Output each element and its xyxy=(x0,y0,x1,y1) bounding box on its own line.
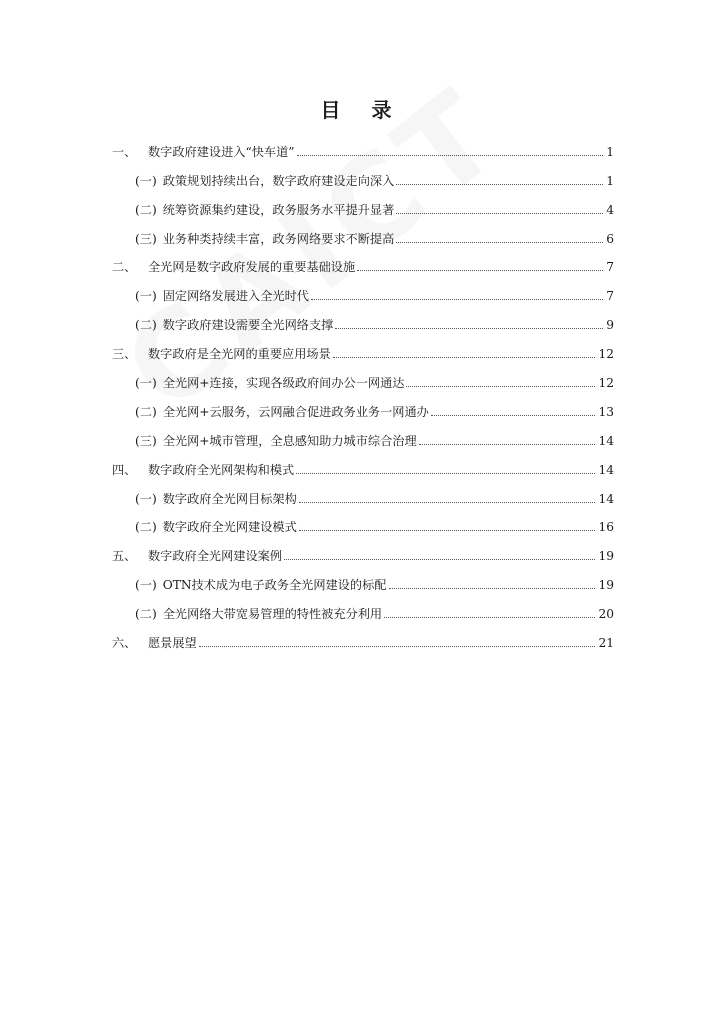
dot-leader xyxy=(396,242,603,243)
toc-section-entry[interactable] xyxy=(112,188,614,217)
toc-section-entry[interactable] xyxy=(112,159,614,188)
toc-page-number: 7 xyxy=(606,260,614,275)
dot-leader xyxy=(389,588,596,589)
dot-leader xyxy=(284,559,595,560)
toc-entry-number: 三、 xyxy=(112,347,137,362)
toc-section-entry[interactable] xyxy=(112,390,614,419)
toc-entry-title: 业务种类持续丰富，政务网络要求不断提高 xyxy=(162,231,395,246)
toc-chapter-entry[interactable] xyxy=(112,332,614,361)
toc-entry-title: 数字政府是全光网的重要应用场景 xyxy=(148,347,331,362)
toc-chapter-entry[interactable] xyxy=(112,534,614,563)
toc-entry-title: 政策规划持续出台，数字政府建设走向深入 xyxy=(162,173,395,188)
toc-section-entry[interactable] xyxy=(112,563,614,592)
toc-entry-number: (二) xyxy=(135,404,157,419)
toc-page-number: 14 xyxy=(598,462,614,477)
dot-leader xyxy=(299,530,596,531)
toc-entry-title: 全光网络大带宽易管理的特性被充分利用 xyxy=(162,607,383,622)
toc-section-entry[interactable] xyxy=(112,477,614,506)
toc-page-number: 12 xyxy=(598,376,614,391)
toc-entry-number: (一) xyxy=(135,491,157,506)
toc-chapter-entry[interactable] xyxy=(112,621,614,650)
toc-entry-title: 数字政府建设需要全光网络支撑 xyxy=(162,318,334,333)
dot-leader xyxy=(199,646,596,647)
toc-page-number: 21 xyxy=(598,636,614,651)
toc-entry-number: (二) xyxy=(135,607,157,622)
toc-entry-number: (二) xyxy=(135,520,157,535)
toc-entry-title: 数字政府全光网架构和模式 xyxy=(148,462,295,477)
toc-section-entry[interactable] xyxy=(112,419,614,448)
toc-entry-title: 固定网络发展进入全光时代 xyxy=(162,289,309,304)
toc-section-entry[interactable] xyxy=(112,592,614,621)
toc-section-entry[interactable] xyxy=(112,217,614,246)
dot-leader xyxy=(297,155,604,156)
toc-entry-number: (三) xyxy=(135,433,157,448)
toc-entry-title: 数字政府全光网建设模式 xyxy=(162,520,297,535)
dot-leader xyxy=(335,328,603,329)
dot-leader xyxy=(333,357,596,358)
toc-page-number: 13 xyxy=(598,404,614,419)
toc-entry-number: (一) xyxy=(135,289,157,304)
toc-entry-title: OTN技术成为电子政务全光网建设的标配 xyxy=(162,578,387,593)
toc-entry-number: (二) xyxy=(135,202,157,217)
toc-chapter-entry[interactable] xyxy=(112,448,614,477)
toc-entry-title: 全光网是数字政府发展的重要基础设施 xyxy=(148,260,356,275)
toc-page-number: 9 xyxy=(606,318,614,333)
toc-page-number: 6 xyxy=(606,231,614,246)
toc-entry-number: (一) xyxy=(135,578,157,593)
dot-leader xyxy=(384,617,595,618)
toc-page-number: 1 xyxy=(606,144,614,159)
toc-page-number: 1 xyxy=(606,173,614,188)
toc-entry-number: 二、 xyxy=(112,260,137,275)
toc-chapter-entry[interactable] xyxy=(112,246,614,275)
toc-entry-title: 数字政府建设进入“快车道” xyxy=(148,144,295,159)
toc-chapter-entry[interactable] xyxy=(112,130,614,159)
dot-leader xyxy=(431,415,596,416)
toc-entry-title: 统筹资源集约建设，政务服务水平提升显著 xyxy=(162,202,395,217)
toc-entry-number: (二) xyxy=(135,318,157,333)
toc-page-number: 7 xyxy=(606,289,614,304)
dot-leader xyxy=(406,386,595,387)
dot-leader xyxy=(396,184,603,185)
dot-leader xyxy=(296,473,595,474)
toc-entry-number: 六、 xyxy=(112,636,137,651)
table-of-contents xyxy=(112,130,614,650)
dot-leader xyxy=(396,213,603,214)
dot-leader xyxy=(357,270,603,271)
toc-entry-number: (一) xyxy=(135,173,157,188)
toc-page-number: 19 xyxy=(598,578,614,593)
toc-page-number: 16 xyxy=(598,520,614,535)
toc-entry-title: 全光网+云服务，云网融合促进政务业务一网通办 xyxy=(162,404,429,419)
toc-entry-number: 五、 xyxy=(112,549,137,564)
dot-leader xyxy=(419,444,596,445)
toc-entry-title: 全光网+连接，实现各级政府间办公一网通达 xyxy=(162,376,405,391)
toc-title: 目 录 xyxy=(320,98,404,122)
toc-entry-number: (三) xyxy=(135,231,157,246)
toc-page-number: 4 xyxy=(606,202,614,217)
toc-section-entry[interactable] xyxy=(112,361,614,390)
toc-section-entry[interactable] xyxy=(112,274,614,303)
toc-page-number: 14 xyxy=(598,433,614,448)
dot-leader xyxy=(299,502,596,503)
toc-entry-number: 四、 xyxy=(112,462,137,477)
toc-page-number: 12 xyxy=(598,347,614,362)
toc-page-number: 20 xyxy=(598,607,614,622)
toc-section-entry[interactable] xyxy=(112,506,614,535)
toc-entry-title: 全光网+城市管理，全息感知助力城市综合治理 xyxy=(162,433,417,448)
toc-entry-title: 数字政府全光网目标架构 xyxy=(162,491,297,506)
toc-entry-number: (一) xyxy=(135,376,157,391)
toc-entry-title: 数字政府全光网建设案例 xyxy=(148,549,283,564)
toc-page-number: 14 xyxy=(598,491,614,506)
toc-entry-title: 愿景展望 xyxy=(148,636,197,651)
toc-section-entry[interactable] xyxy=(112,303,614,332)
toc-page-number: 19 xyxy=(598,549,614,564)
dot-leader xyxy=(311,299,603,300)
toc-entry-number: 一、 xyxy=(112,144,137,159)
